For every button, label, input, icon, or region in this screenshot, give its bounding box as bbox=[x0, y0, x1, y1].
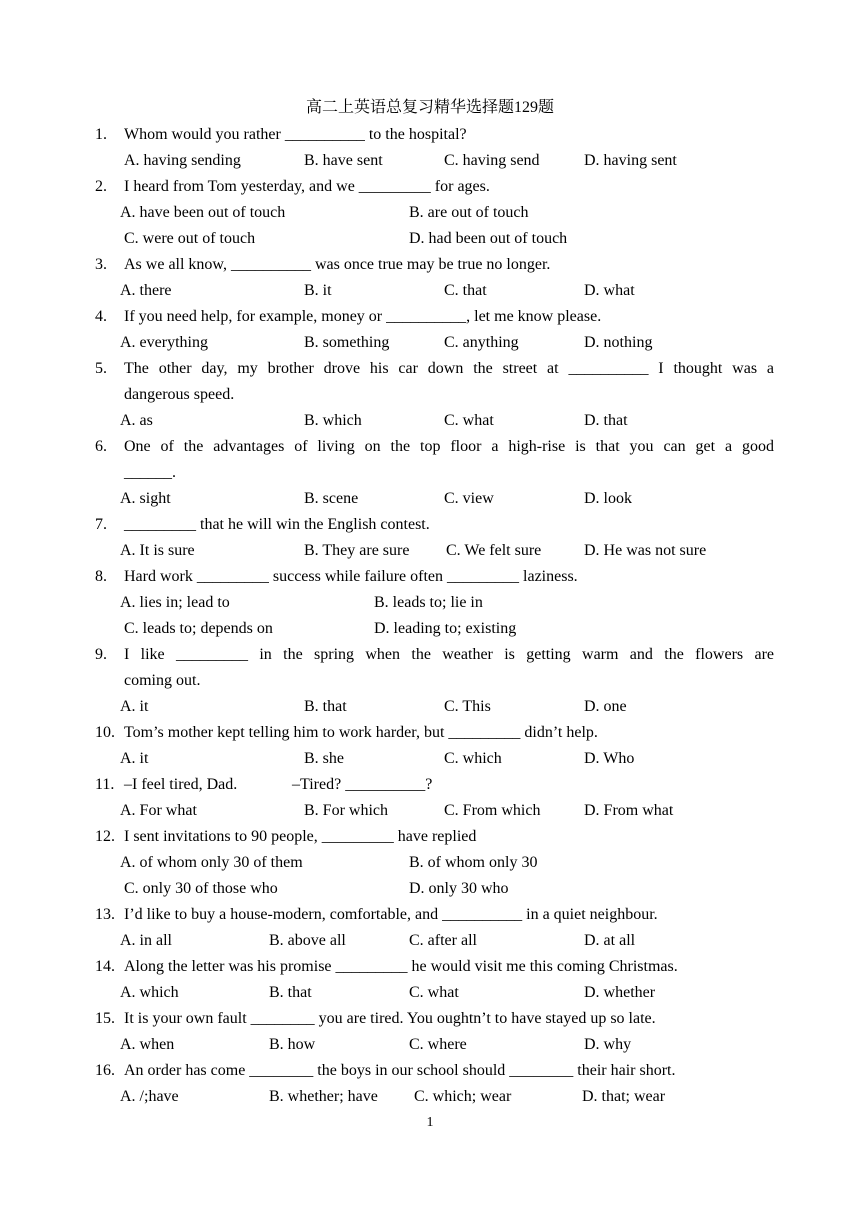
question-text bbox=[124, 434, 774, 486]
question-text: Tom’s mother kept telling him to work harder, but _________ didn’t help. bbox=[124, 724, 598, 741]
option-c: C. leads to; depends on bbox=[124, 620, 273, 637]
option-a: A. It is sure bbox=[120, 542, 195, 559]
option-b: B. above all bbox=[269, 932, 346, 949]
option-b: B. how bbox=[269, 1036, 316, 1053]
question-number: 2. bbox=[95, 178, 107, 195]
option-d: D. From what bbox=[584, 802, 674, 819]
option-c: C. anything bbox=[444, 334, 519, 351]
option-d: D. what bbox=[584, 282, 635, 299]
option-c: C. We felt sure bbox=[446, 542, 542, 559]
option-c: C. From which bbox=[444, 802, 541, 819]
option-b: B. leads to; lie in bbox=[374, 594, 483, 611]
option-d: D. at all bbox=[584, 932, 636, 949]
question-text: An order has come ________ the boys in our school should ________ their hair short. bbox=[124, 1062, 676, 1079]
option-a: A. which bbox=[120, 984, 179, 1001]
question-text: I’d like to buy a house-modern, comfortable, and __________ in a quiet neighbour. bbox=[124, 906, 658, 923]
option-c: C. which bbox=[444, 750, 502, 767]
option-a: A. having sending bbox=[124, 152, 241, 169]
option-b: B. scene bbox=[304, 490, 359, 507]
option-d: D. one bbox=[584, 698, 627, 715]
question-text: If you need help, for example, money or __________, let me know please. bbox=[124, 308, 602, 325]
option-b: B. For which bbox=[304, 802, 388, 819]
question-text-line: The other day, my brother drove his car down the street at __________ I thought was a bbox=[124, 360, 774, 377]
option-d: D. He was not sure bbox=[584, 542, 707, 559]
question-text-line: dangerous speed. bbox=[124, 386, 235, 403]
option-a: A. have been out of touch bbox=[120, 204, 286, 221]
question-number: 1. bbox=[95, 126, 107, 143]
option-d: D. look bbox=[584, 490, 632, 507]
option-c: C. where bbox=[409, 1036, 467, 1053]
question-number: 15. bbox=[95, 1010, 115, 1027]
option-d: D. having sent bbox=[584, 152, 677, 169]
question-number: 9. bbox=[95, 646, 107, 663]
option-b: B. are out of touch bbox=[409, 204, 529, 221]
option-b: B. that bbox=[304, 698, 347, 715]
option-c: C. view bbox=[444, 490, 494, 507]
question-number: 3. bbox=[95, 256, 107, 273]
option-d: D. had been out of touch bbox=[409, 230, 568, 247]
question-text: _________ that he will win the English contest. bbox=[124, 516, 430, 533]
option-a: A. lies in; lead to bbox=[120, 594, 230, 611]
option-d: D. only 30 who bbox=[409, 880, 509, 897]
option-a: A. everything bbox=[120, 334, 208, 351]
option-d: D. that bbox=[584, 412, 628, 429]
option-a: A. it bbox=[120, 750, 149, 767]
page-number: 1 bbox=[426, 1115, 434, 1130]
question-number: 10. bbox=[95, 724, 115, 741]
option-c: C. only 30 of those who bbox=[124, 880, 278, 897]
option-b: B. it bbox=[304, 282, 332, 299]
question-number: 5. bbox=[95, 360, 107, 377]
option-b: B. that bbox=[269, 984, 312, 1001]
question-text-line: coming out. bbox=[124, 672, 201, 689]
option-a: A. there bbox=[120, 282, 172, 299]
question-text: Along the letter was his promise _________ he would visit me this coming Christmas. bbox=[124, 958, 678, 975]
option-a: A. /;have bbox=[120, 1088, 179, 1105]
option-a: A. when bbox=[120, 1036, 175, 1053]
option-b: B. which bbox=[304, 412, 362, 429]
question-number: 12. bbox=[95, 828, 115, 845]
option-b: B. have sent bbox=[304, 152, 383, 169]
question-text: Whom would you rather __________ to the hospital? bbox=[124, 126, 467, 143]
option-b: B. whether; have bbox=[269, 1088, 378, 1105]
option-a: A. in all bbox=[120, 932, 172, 949]
option-c: C. what bbox=[409, 984, 459, 1001]
option-d: D. leading to; existing bbox=[374, 620, 517, 637]
question-number: 13. bbox=[95, 906, 115, 923]
question-text: I heard from Tom yesterday, and we _________ for ages. bbox=[124, 178, 490, 195]
question-number: 6. bbox=[95, 438, 107, 455]
option-d: D. Who bbox=[584, 750, 635, 767]
question-reply: –Tired? __________? bbox=[292, 776, 433, 793]
option-c: C. what bbox=[444, 412, 494, 429]
question-text-line: One of the advantages of living on the top floor a high-rise is that you can get a good bbox=[124, 438, 774, 455]
option-b: B. something bbox=[304, 334, 390, 351]
option-b: B. she bbox=[304, 750, 344, 767]
question-text: It is your own fault ________ you are tired. You oughtn’t to have stayed up so late. bbox=[124, 1010, 656, 1027]
option-a: A. sight bbox=[120, 490, 171, 507]
question-text: –I feel tired, Dad. bbox=[124, 776, 238, 793]
option-c: C. after all bbox=[409, 932, 477, 949]
option-d: D. nothing bbox=[584, 334, 653, 351]
question-text bbox=[124, 356, 774, 408]
option-a: A. as bbox=[120, 412, 153, 429]
option-d: D. why bbox=[584, 1036, 632, 1053]
option-a: A. of whom only 30 of them bbox=[120, 854, 303, 871]
option-c: C. were out of touch bbox=[124, 230, 256, 247]
option-a: A. For what bbox=[120, 802, 197, 819]
option-b: B. They are sure bbox=[304, 542, 410, 559]
option-d: D. whether bbox=[584, 984, 656, 1001]
question-number: 8. bbox=[95, 568, 107, 585]
option-c: C. having send bbox=[444, 152, 540, 169]
question-text: As we all know, __________ was once true may be true no longer. bbox=[124, 256, 551, 273]
option-c: C. which; wear bbox=[414, 1088, 512, 1105]
option-c: C. This bbox=[444, 698, 491, 715]
question-text: I sent invitations to 90 people, _________ have replied bbox=[124, 828, 477, 845]
question-text: Hard work _________ success while failure often _________ laziness. bbox=[124, 568, 578, 585]
question-number: 16. bbox=[95, 1062, 115, 1079]
question-number: 11. bbox=[95, 776, 115, 793]
question-text-line: ______. bbox=[124, 464, 176, 481]
question-text-line: I like _________ in the spring when the weather is getting warm and the flowers are bbox=[124, 646, 774, 663]
question-number: 14. bbox=[95, 958, 115, 975]
question-text bbox=[124, 642, 774, 694]
option-b: B. of whom only 30 bbox=[409, 854, 538, 871]
page-title: 高二上英语总复习精华选择题129题 bbox=[305, 99, 554, 116]
question-number: 4. bbox=[95, 308, 107, 325]
question-number: 7. bbox=[95, 516, 107, 533]
option-c: C. that bbox=[444, 282, 487, 299]
option-a: A. it bbox=[120, 698, 149, 715]
option-d: D. that; wear bbox=[582, 1088, 666, 1105]
